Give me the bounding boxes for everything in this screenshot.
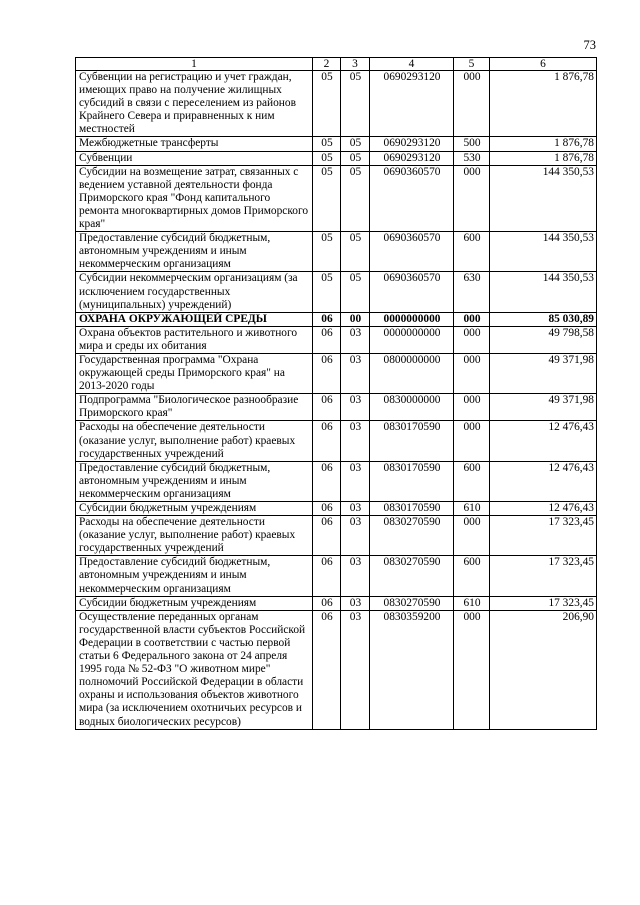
cell-expense-type: 600 <box>454 556 490 596</box>
cell-expense-type: 000 <box>454 326 490 353</box>
cell-target-article: 0830270590 <box>370 596 454 610</box>
cell-expense-type: 600 <box>454 461 490 501</box>
cell-section: 06 <box>313 596 341 610</box>
table-body <box>76 71 597 730</box>
cell-expense-type: 000 <box>454 312 490 326</box>
cell-name: ОХРАНА ОКРУЖАЮЩЕЙ СРЕДЫ <box>76 312 313 326</box>
cell-expense-type: 610 <box>454 502 490 516</box>
cell-amount: 49 798,58 <box>490 326 597 353</box>
cell-name: Субсидии на возмещение затрат, связанных с ведением уставной деятельности фонда Приморского края "Фонд капитального ремонта многоквартирных домов Приморского края" <box>76 165 313 231</box>
table-row <box>76 516 597 556</box>
cell-amount: 144 350,53 <box>490 165 597 231</box>
table-row <box>76 502 597 516</box>
cell-target-article: 0830170590 <box>370 461 454 501</box>
cell-subsection: 05 <box>341 165 370 231</box>
cell-amount: 17 323,45 <box>490 516 597 556</box>
cell-name: Расходы на обеспечение деятельности (оказание услуг, выполнение работ) краевых государственных учреждений <box>76 421 313 461</box>
cell-name: Предоставление субсидий бюджетным, автономным учреждениям и иным некоммерческим организациям <box>76 232 313 272</box>
table-row <box>76 137 597 151</box>
cell-target-article: 0830000000 <box>370 394 454 421</box>
cell-expense-type: 500 <box>454 137 490 151</box>
header-row <box>76 58 597 71</box>
cell-name: Подпрограмма "Биологическое разнообразие Приморского края" <box>76 394 313 421</box>
cell-target-article: 0690293120 <box>370 71 454 137</box>
cell-section: 05 <box>313 165 341 231</box>
cell-target-article: 0800000000 <box>370 353 454 393</box>
cell-expense-type: 530 <box>454 151 490 165</box>
cell-name: Предоставление субсидий бюджетным, автономным учреждениям и иным некоммерческим организациям <box>76 556 313 596</box>
cell-name: Субвенции <box>76 151 313 165</box>
table-row <box>76 461 597 501</box>
cell-name: Субсидии бюджетным учреждениям <box>76 502 313 516</box>
cell-section: 06 <box>313 556 341 596</box>
table-row <box>76 151 597 165</box>
cell-section: 05 <box>313 232 341 272</box>
cell-section: 06 <box>313 516 341 556</box>
cell-expense-type: 000 <box>454 610 490 729</box>
table-row <box>76 165 597 231</box>
cell-expense-type: 000 <box>454 421 490 461</box>
cell-expense-type: 630 <box>454 272 490 312</box>
table-row <box>76 272 597 312</box>
cell-section: 06 <box>313 326 341 353</box>
table-row <box>76 556 597 596</box>
table-row <box>76 326 597 353</box>
cell-name: Субсидии некоммерческим организациям (за исключением государственных (муниципальных) учреждений) <box>76 272 313 312</box>
cell-name: Осуществление переданных органам государственной власти субъектов Российской Федерации в соответствии с частью первой статьи 6 Федерального закона от 24 апреля 1995 года № 52-ФЗ "О животном мире" полномочий Российской Федерации в области охраны и использования объектов животного мира (за исключением охотничьих ресурсов и водных биологических ресурсов) <box>76 610 313 729</box>
cell-amount: 12 476,43 <box>490 502 597 516</box>
table-row <box>76 312 597 326</box>
cell-amount: 144 350,53 <box>490 272 597 312</box>
cell-amount: 12 476,43 <box>490 421 597 461</box>
cell-amount: 206,90 <box>490 610 597 729</box>
cell-subsection: 03 <box>341 421 370 461</box>
cell-subsection: 05 <box>341 272 370 312</box>
cell-subsection: 05 <box>341 71 370 137</box>
cell-expense-type: 000 <box>454 165 490 231</box>
cell-amount: 144 350,53 <box>490 232 597 272</box>
cell-section: 06 <box>313 421 341 461</box>
cell-target-article: 0830170590 <box>370 502 454 516</box>
cell-target-article: 0690293120 <box>370 137 454 151</box>
cell-target-article: 0830170590 <box>370 421 454 461</box>
cell-subsection: 03 <box>341 596 370 610</box>
table-row <box>76 232 597 272</box>
cell-amount: 17 323,45 <box>490 596 597 610</box>
cell-expense-type: 600 <box>454 232 490 272</box>
cell-target-article: 0690360570 <box>370 165 454 231</box>
cell-target-article: 0830359200 <box>370 610 454 729</box>
cell-section: 06 <box>313 610 341 729</box>
cell-amount: 1 876,78 <box>490 137 597 151</box>
cell-name: Расходы на обеспечение деятельности (оказание услуг, выполнение работ) краевых государственных учреждений <box>76 516 313 556</box>
cell-section: 06 <box>313 461 341 501</box>
cell-expense-type: 000 <box>454 353 490 393</box>
cell-section: 06 <box>313 394 341 421</box>
table-row <box>76 596 597 610</box>
cell-target-article: 0000000000 <box>370 326 454 353</box>
table-row <box>76 394 597 421</box>
budget-table <box>75 57 597 730</box>
cell-subsection: 03 <box>341 610 370 729</box>
cell-section: 06 <box>313 502 341 516</box>
cell-section: 06 <box>313 312 341 326</box>
cell-target-article: 0830270590 <box>370 556 454 596</box>
cell-name: Субвенции на регистрацию и учет граждан, имеющих право на получение жилищных субсидий в связи с переселением из районов Крайнего Севера и приравненных к ним местностей <box>76 71 313 137</box>
cell-expense-type: 000 <box>454 516 490 556</box>
cell-name: Предоставление субсидий бюджетным, автономным учреждениям и иным некоммерческим организациям <box>76 461 313 501</box>
cell-name: Межбюджетные трансферты <box>76 137 313 151</box>
cell-amount: 49 371,98 <box>490 394 597 421</box>
cell-amount: 17 323,45 <box>490 556 597 596</box>
cell-section: 06 <box>313 353 341 393</box>
cell-subsection: 03 <box>341 353 370 393</box>
header-cell-2: 2 <box>313 58 341 71</box>
cell-subsection: 05 <box>341 232 370 272</box>
cell-target-article: 0690293120 <box>370 151 454 165</box>
header-cell-1: 1 <box>76 58 313 71</box>
cell-target-article: 0690360570 <box>370 232 454 272</box>
cell-amount: 1 876,78 <box>490 71 597 137</box>
cell-section: 05 <box>313 71 341 137</box>
cell-subsection: 03 <box>341 516 370 556</box>
cell-subsection: 03 <box>341 326 370 353</box>
cell-subsection: 05 <box>341 137 370 151</box>
cell-name: Охрана объектов растительного и животного мира и среды их обитания <box>76 326 313 353</box>
header-cell-6: 6 <box>490 58 597 71</box>
table-row <box>76 71 597 137</box>
cell-amount: 12 476,43 <box>490 461 597 501</box>
cell-amount: 1 876,78 <box>490 151 597 165</box>
table-row <box>76 353 597 393</box>
cell-amount: 49 371,98 <box>490 353 597 393</box>
header-cell-3: 3 <box>341 58 370 71</box>
header-cell-5: 5 <box>454 58 490 71</box>
table-row <box>76 610 597 729</box>
cell-section: 05 <box>313 137 341 151</box>
cell-subsection: 05 <box>341 151 370 165</box>
cell-subsection: 00 <box>341 312 370 326</box>
cell-subsection: 03 <box>341 461 370 501</box>
cell-name: Государственная программа "Охрана окружающей среды Приморского края" на 2013-2020 годы <box>76 353 313 393</box>
cell-subsection: 03 <box>341 556 370 596</box>
cell-target-article: 0830270590 <box>370 516 454 556</box>
table-row <box>76 421 597 461</box>
cell-expense-type: 610 <box>454 596 490 610</box>
cell-target-article: 0000000000 <box>370 312 454 326</box>
page-number: 73 <box>583 38 596 52</box>
cell-expense-type: 000 <box>454 394 490 421</box>
cell-amount: 85 030,89 <box>490 312 597 326</box>
header-cell-4: 4 <box>370 58 454 71</box>
cell-expense-type: 000 <box>454 71 490 137</box>
cell-section: 05 <box>313 272 341 312</box>
cell-subsection: 03 <box>341 394 370 421</box>
cell-name: Субсидии бюджетным учреждениям <box>76 596 313 610</box>
cell-subsection: 03 <box>341 502 370 516</box>
cell-section: 05 <box>313 151 341 165</box>
cell-target-article: 0690360570 <box>370 272 454 312</box>
